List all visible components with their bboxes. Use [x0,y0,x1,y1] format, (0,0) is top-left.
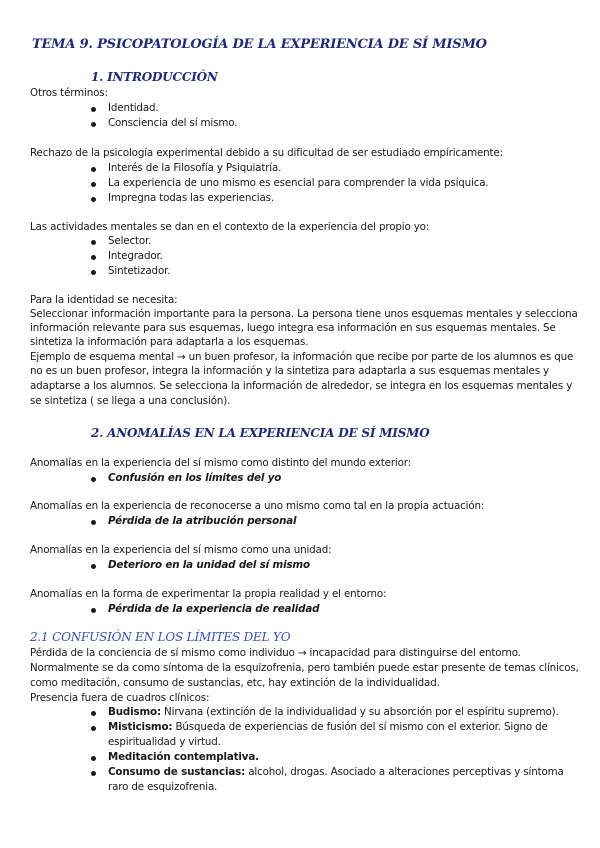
list-item-continuation: raro de esquizofrenia. [108,781,218,793]
list-item: Integrador. [108,250,163,262]
list-item-term: Consumo de sustancias: [108,766,246,778]
bullet-icon [91,167,96,172]
list-item [108,765,564,780]
bullet-icon [91,477,96,482]
bullet-icon [91,520,96,525]
bullet-icon [91,255,96,260]
list-item: Selector. [108,235,152,247]
list-item-desc: Nirvana (extinción de la individualidad y su absorción por el espíritu supremo). [160,706,559,718]
otros-terminos-label: Otros términos: [30,87,108,99]
list-item: Interés de la Filosofía y Psiquiatría. [108,162,282,174]
paragraph-line: como meditación, consumo de sustancias, etc, hay extinción de la individualidad. [30,677,440,689]
list-item: Consciencia del sí mismo. [108,117,238,129]
list-item: Confusión en los límites del yo [108,472,282,484]
paragraph-line: no es un buen profesor, integra la información y la sintetiza para adaptarla a sus esquemas mentales y [30,365,549,377]
paragraph-line: se sintetiza ( se llega a una conclusión). [30,395,231,407]
anomalia-paragraph: Anomalías en la experiencia de reconocerse a uno mismo como tal en la propia actuación: [30,500,485,512]
anomalia-paragraph: Anomalías en la forma de experimentar la propia realidad y el entorno: [30,588,387,600]
paragraph-line: Pérdida de la conciencia de sí mismo como individuo → incapacidad para distinguirse del entorno. [30,647,521,659]
bullet-icon [91,711,96,716]
bullet-icon [91,564,96,569]
bullet-icon [91,270,96,275]
paragraph-line: adaptarse a los alumnos. Se selecciona la información de alrededor, se integra en los esquemas mentales y [30,380,573,392]
list-item: Deterioro en la unidad del sí mismo [108,559,310,571]
rechazo-paragraph: Rechazo de la psicología experimental debido a su dificultad de ser estudiado empíricamente: [30,147,503,159]
anomalia-paragraph: Anomalías en la experiencia del sí mismo como distinto del mundo exterior: [30,457,411,469]
list-item-desc: alcohol, drogas. Asociado a alteraciones perceptivas y síntoma [245,766,564,778]
paragraph-line: Presencia fuera de cuadros clínicos: [30,692,210,704]
list-item: Identidad. [108,102,159,114]
document-title: TEMA 9. PSICOPATOLOGÍA DE LA EXPERIENCIA DE SÍ MISMO [32,37,487,52]
bullet-icon [91,726,96,731]
bullet-icon [91,107,96,112]
bullet-icon [91,771,96,776]
list-item [108,705,559,720]
list-item-term: Budismo: [108,706,161,718]
list-item-term: Misticismo: [108,721,173,733]
paragraph-line: Seleccionar información importante para la persona. La persona tiene unos esquemas mentales y selecciona [30,308,578,320]
list-item [108,750,259,765]
bullet-icon [91,197,96,202]
paragraph-line: sintetiza la información para adaptarla a los esquemas. [30,336,309,348]
list-item: Impregna todas las experiencias. [108,192,274,204]
list-item-continuation: espiritualidad y virtud. [108,736,221,748]
identidad-label: Para la identidad se necesita: [30,294,178,306]
list-item: Pérdida de la experiencia de realidad [108,603,320,615]
list-item [108,720,548,735]
anomalia-paragraph: Anomalías en la experiencia del sí mismo como una unidad: [30,544,332,556]
section-2-1-heading: 2.1 CONFUSIÓN EN LOS LÍMITES DEL YO [30,630,291,644]
bullet-icon [91,182,96,187]
list-item: Pérdida de la atribución personal [108,515,297,527]
list-item: Sintetizador. [108,265,171,277]
paragraph-line: Normalmente se da como síntoma de la esquizofrenia, pero también puede estar presente de temas clínicos, [30,662,579,674]
bullet-icon [91,240,96,245]
actividades-paragraph: Las actividades mentales se dan en el contexto de la experiencia del propio yo: [30,221,430,233]
section-2-heading: 2. ANOMALÍAS EN LA EXPERIENCIA DE SÍ MISMO [91,426,430,440]
paragraph-line: información relevante para sus esquemas, luego integra esa información en sus esquemas mentales. Se [30,322,556,334]
bullet-icon [91,756,96,761]
bullet-icon [91,122,96,127]
paragraph-line: Ejemplo de esquema mental → un buen profesor, la información que recibe por parte de los alumnos es que [30,351,574,363]
list-item-term: Meditación contemplativa. [108,751,259,763]
list-item-desc: Búsqueda de experiencias de fusión del sí mismo con el exterior. Signo de [172,721,548,733]
bullet-icon [91,608,96,613]
list-item: La experiencia de uno mismo es esencial para comprender la vida psíquica. [108,177,489,189]
section-1-heading: 1. INTRODUCCIÓN [91,70,218,84]
